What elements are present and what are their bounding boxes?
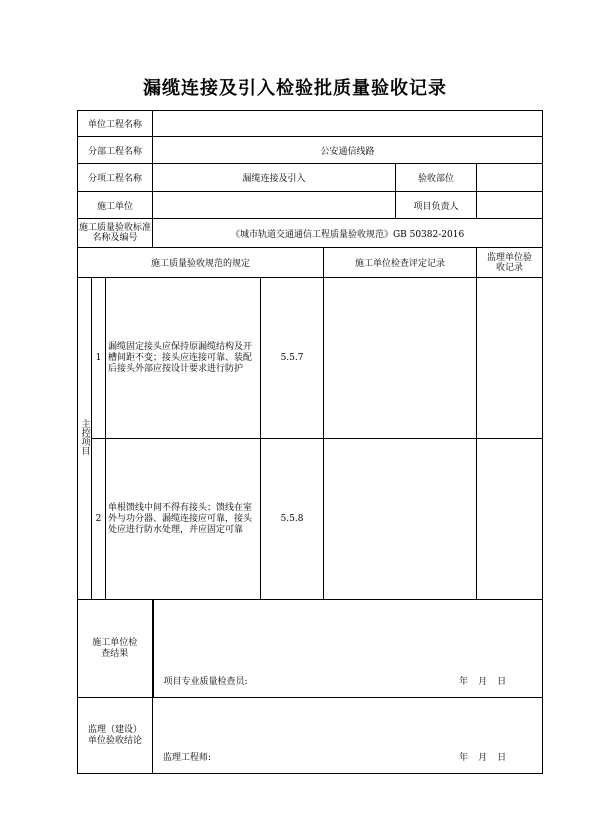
item-1-text: 漏缆固定接头应保持原漏缆结构及开槽间距不变；接头应连接可靠、装配后接头外部应按设计要求进行防护 [106, 278, 261, 439]
standard-label: 施工质量验收标准名称及编号 [78, 219, 153, 248]
supervision-conclusion-value[interactable] [153, 698, 543, 774]
sub-project-value[interactable]: 公安通信线路 [153, 137, 543, 164]
construction-unit-value[interactable] [153, 192, 396, 219]
construction-result-value[interactable] [153, 600, 543, 698]
item-2-text: 单根馈线中间不得有接头；馈线在室外与功分器、漏缆连接应可靠，接头处应进行防水处理，并应固定可靠 [106, 439, 261, 600]
inspector-label: 项目专业质量检查员: [163, 677, 248, 687]
spec-header: 施工质量验收规范的规定 [78, 248, 324, 278]
item-1-no: 1 [92, 278, 106, 439]
item-project-value[interactable]: 漏缆连接及引入 [153, 164, 396, 192]
item-2-check[interactable] [324, 439, 477, 600]
item-2-supervision[interactable] [477, 439, 543, 600]
acceptance-part-value[interactable] [477, 164, 543, 192]
project-leader-value[interactable] [477, 192, 543, 219]
supervision-date [449, 750, 506, 763]
page-title: 漏缆连接及引入检验批质量验收记录 [143, 78, 447, 99]
standard-value: 《城市轨道交通通信工程质量验收规范》GB 50382-2016 [153, 219, 543, 248]
supervision-conclusion-label: 监理（建设）单位验收结论 [78, 698, 153, 774]
engineer-label: 监理工程师: [163, 753, 212, 763]
month-label: 月 [478, 677, 488, 687]
sub-project-label: 分部工程名称 [78, 137, 153, 164]
item-2-clause: 5.5.8 [261, 439, 324, 600]
item-1-clause: 5.5.7 [261, 278, 324, 439]
item-project-label: 分项工程名称 [78, 164, 153, 192]
supervision-header: 监理单位验收记录 [477, 248, 543, 278]
year-label: 年 [459, 677, 469, 687]
construction-unit-label: 施工单位 [78, 192, 153, 219]
item-2-no: 2 [92, 439, 106, 600]
unit-project-value[interactable] [153, 111, 543, 137]
day-label: 日 [497, 753, 507, 763]
acceptance-part-label: 验收部位 [396, 164, 477, 192]
item-1-check[interactable] [324, 278, 477, 439]
project-leader-label: 项目负责人 [396, 192, 477, 219]
item-1-supervision[interactable] [477, 278, 543, 439]
day-label: 日 [497, 677, 507, 687]
main-control-text: 主控项目 [79, 419, 90, 455]
unit-project-label: 单位工程名称 [78, 111, 153, 137]
construction-result-label: 施工单位检查结果 [78, 600, 153, 698]
main-control-label [78, 278, 92, 600]
year-label: 年 [459, 753, 469, 763]
inspection-form [77, 110, 543, 774]
inspection-date [449, 674, 506, 687]
month-label: 月 [478, 753, 488, 763]
check-header: 施工单位检查评定记录 [324, 248, 477, 278]
